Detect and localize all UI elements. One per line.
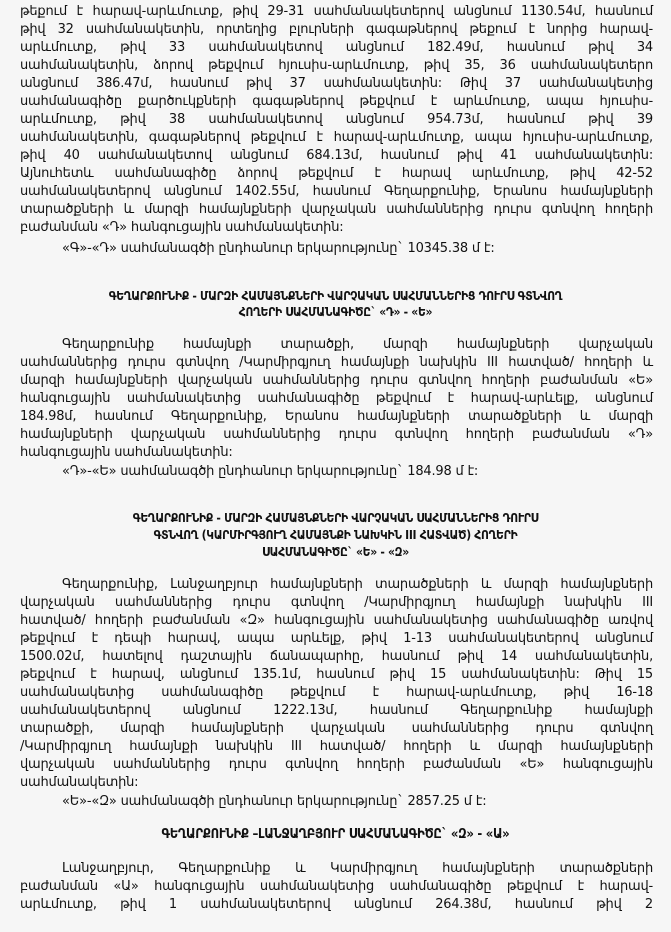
text-line: վարչական սահմաններից դուրս գտնվող /Կարմիրգյուղ համայնքի նախկին III <box>20 595 653 610</box>
section-heading: ԳԵՂԱՐՔՈՒՆԻՔ - ՄԱՐԶԻ ՀԱՄԱՅՆՔՆԵՐԻ ՎԱՐՉԱԿԱՆ ՍԱՀՄԱՆՆԵՐԻՑ ԴՈՒՐՍ ԳՏՆՎՈՂ <box>108 289 563 303</box>
section-total-length: «Ե»-«Զ» սահմանագծի ընդհանուր երկարությունը` 2857.25 մ է: <box>62 794 487 809</box>
text-line: թեքվում է դեպի հարավ, ապա արևելք, թիվ 1-13 սահմանակետերով անցնում <box>20 631 653 646</box>
text-line: հատված/ հողերի բաժանման «Զ» հանգուցային սահմանակետից սահմանագիծը առվով <box>20 613 653 628</box>
text-line: թիվ 32 սահմանակետին, որտեղից բլուրների գագաթներով թեքում է նորից հարավ- <box>20 22 653 37</box>
text-line: սահմանակետերով անցնում 1402.55մ, հասնում Գեղարքունիք, Երանոս համայնքների <box>20 184 653 199</box>
text-line: Այնուհետև սահմանագիծը ձորով թեքվում է հարավ արևմուտք, թիվ 42-52 <box>20 166 653 181</box>
text-line: արևմուտք, թիվ 38 սահմանակետով անցնում 954.73մ, հասնում թիվ 39 <box>20 112 653 127</box>
text-line: սահմանակետերով անցնում 1222.13մ, հասնում Գեղարքունիք համայնքի <box>20 703 653 718</box>
text-line: սահմանակետին, ձորով թեքվում հյուսիս-արևմուտք, թիվ 35, 36 սահմանակետերո <box>20 58 653 73</box>
text-line: սահմաններից դուրս գտնվող /Կարմիրգյուղ համայնքի նախկին III հատված/ հողերի և <box>20 355 653 370</box>
text-line: Գեղարքունիք համայնքի տարածքի, մարզի համայնքների վարչական <box>62 337 653 352</box>
text-line: մարզի համայնքների վարչական սահմաններից դուրս գտնվող հողերի բաժանման «Ե» <box>20 373 653 388</box>
text-line: /Կարմիրգյուղ համայնքի նախկին III հատված/ հողերի և մարզի համայնքների <box>20 739 653 754</box>
text-line: սահմանագիծը քարծուկքների գագաթներով թեքվում է արևմուտք, ապա հյուսիս- <box>20 94 653 109</box>
text-line: սահմանակետից սահմանագիծը թեքվում է հարավ-արևմուտք, թիվ 16-18 <box>20 685 653 700</box>
text-line: անցնում 386.47մ, հասնում թիվ 37 սահմանակետին: Թիվ 37 սահմանակետից <box>20 76 653 91</box>
text-line: հանգուցային սահմանակետից սահմանագիծը թեքվում է հարավ-արևելք, անցնում <box>20 391 653 406</box>
section-heading: ՀՈՂԵՐԻ ՍԱՀՄԱՆԱԳԻԾԸ` «Դ» - «Ե» <box>238 305 433 319</box>
text-line: տարածքների և մարզի համայնքների վարչական սահմաններից դուրս գտնվող հողերի <box>20 202 653 217</box>
text-line: Գեղարքունիք, Լանջաղբյուր համայնքների տարածքների և մարզի համայնքների <box>62 577 653 592</box>
text-line: բաժանման «Դ» հանգուցային սահմանակետին: <box>20 220 344 235</box>
text-line: թեքում է հարավ-արևմուտք, թիվ 29-31 սահմանակետերով անցնում 1130.54մ, հասնում <box>20 4 653 19</box>
text-line: հանգուցային սահմանակետին: <box>20 445 233 460</box>
section-heading: ԳԵՂԱՐՔՈՒՆԻՔ –ԼԱՆՋԱՂԲՅՈՒՐ ՍԱՀՄԱՆԱԳԻԾԸ` «Զ» - «Ա» <box>161 827 510 842</box>
text-line: վարչական սահմաններից դուրս գտնվող հողերի բաժանման «Ե» հանգուցային <box>20 757 653 772</box>
section-total-length: «Դ»-«Ե» սահմանագծի ընդհանուր երկարությունը` 184.98 մ է: <box>62 464 479 479</box>
section-total-length: «Գ»-«Դ» սահմանագծի ընդհանուր երկարությունը` 10345.38 մ է: <box>62 241 495 256</box>
text-line: համայնքների վարչական սահմաններից դուրս գտնվող հողերի բաժանման «Դ» <box>20 427 653 442</box>
text-line: թեքվում է հարավ, անցնում 135.1մ, հասնում թիվ 15 սահմանակետին: Թիվ 15 <box>20 667 653 682</box>
section-heading: ԳՏՆՎՈՂ (ԿԱՐՄԻՐԳՅՈՒՂ ՀԱՄԱՅՆՔԻ ՆԱԽԿԻՆ III ՀԱՏՎԱԾ) ՀՈՂԵՐԻ <box>153 528 518 542</box>
text-line: սահմանակետին: <box>20 775 139 790</box>
section-heading: ԳԵՂԱՐՔՈՒՆԻՔ - ՄԱՐԶԻ ՀԱՄԱՅՆՔՆԵՐԻ ՎԱՐՉԱԿԱՆ ՍԱՀՄԱՆՆԵՐԻՑ ԴՈՒՐՍ <box>132 511 539 525</box>
text-line: թիվ 40 սահմանակետով անցնում 684.13մ, հասնում թիվ 41 սահմանակետին: <box>20 148 653 163</box>
text-line: արևմուտք, թիվ 1 սահմանակետերով անցնում 264.38մ, հասնում թիվ 2 <box>20 897 653 912</box>
text-line: բաժանման «Ա» հանգուցային սահմանակետից սահմանագիծը թեքվում է հարավ- <box>20 879 653 894</box>
text-line: տարածքի, մարզի համայնքների վարչական սահմաններից դուրս գտնվող <box>20 721 653 736</box>
text-line: սահմանակետին, գագաթներով թեքվում է հարավ-արևմուտք, ապա հյուսիս-արևմուտք, <box>20 130 653 145</box>
text-line: 184.98մ, հասնում Գեղարքունիք, Երանոս համայնքների տարածքների և մարզի <box>20 409 653 424</box>
text-line: 1500.02մ, հատելով դաշտային ճանապարհը, հասնում թիվ 14 սահմանակետին, <box>20 649 653 664</box>
section-heading: ՍԱՀՄԱՆԱԳԻԾԸ` «Ե» - «Զ» <box>262 545 409 559</box>
text-line: Լանջաղբյուր, Գեղարքունիք և Կարմիրգյուղ համայնքների տարածքների <box>62 861 653 876</box>
text-line: արևմուտք, թիվ 33 սահմանակետով անցնում 182.49մ, հասնում թիվ 34 <box>20 40 653 55</box>
